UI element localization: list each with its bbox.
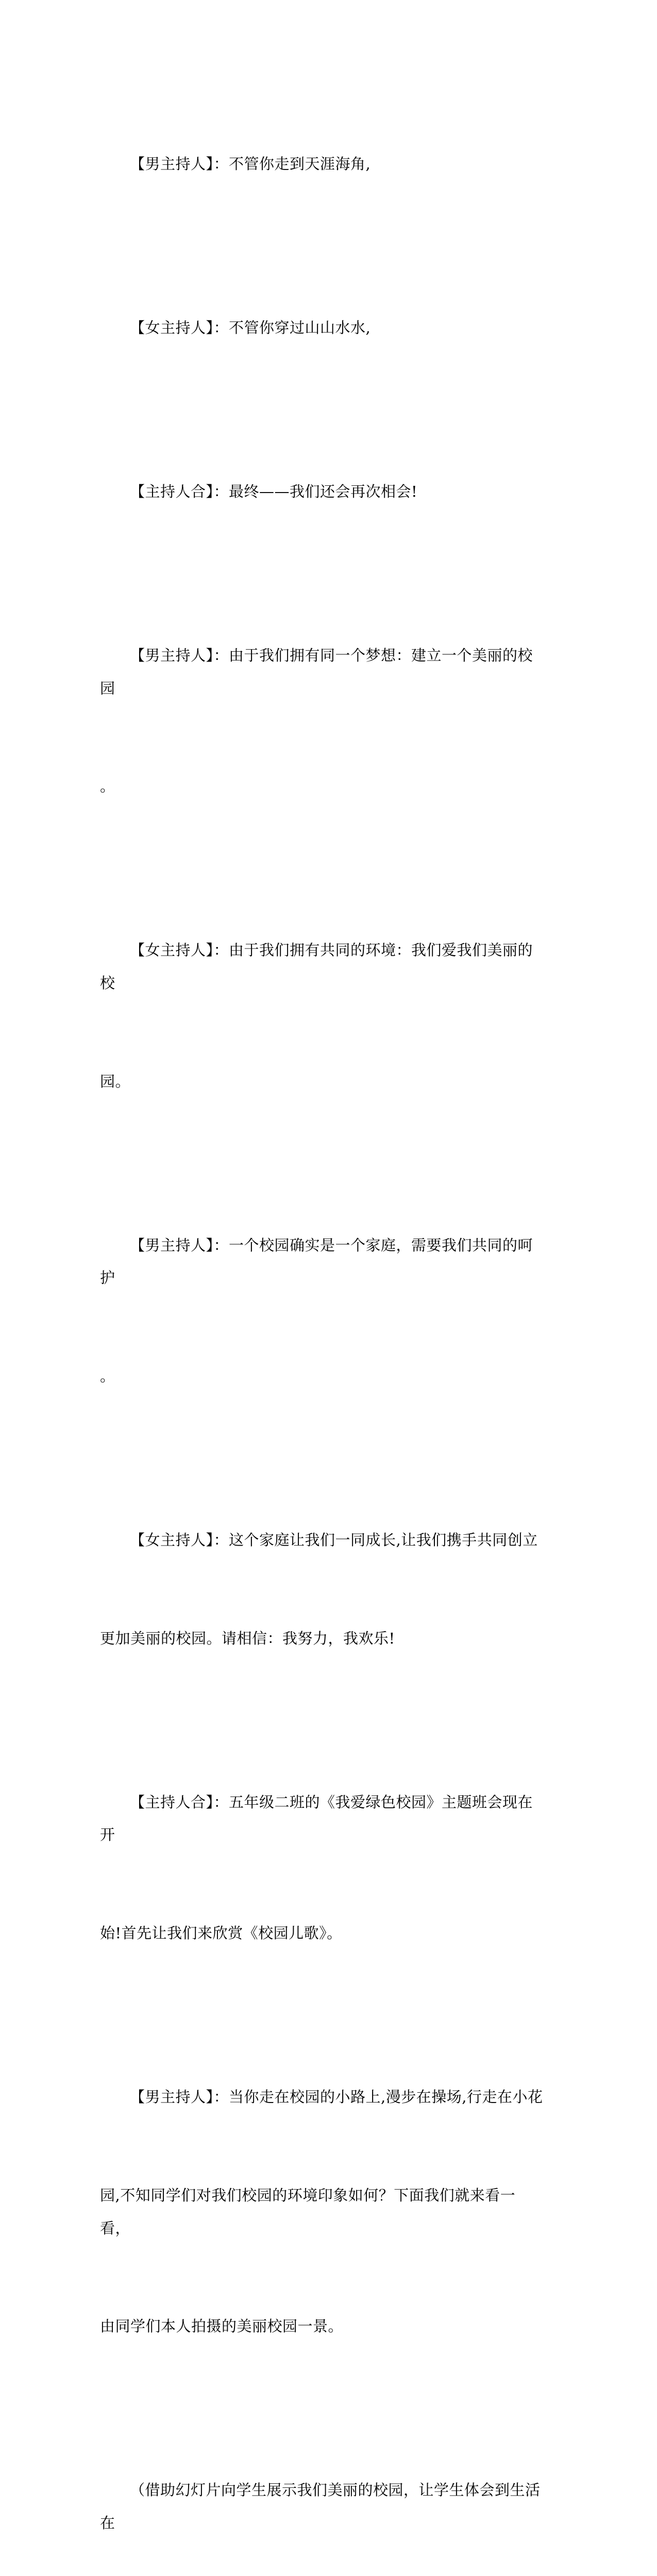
text-line: 【主持人合】：最终——我们还会再次相会! bbox=[130, 483, 418, 501]
text-line: 园,不知同学们对我们校园的环境印象如何？下面我们就来看一看， bbox=[100, 2187, 516, 2237]
text-line: 【主持人合】：五年级二班的《我爱绿色校园》主题班会现在开 bbox=[100, 1793, 533, 1844]
text-line: 园。 bbox=[100, 1072, 131, 1090]
paragraph bbox=[100, 410, 543, 574]
text-line: 由同学们本人拍摄的美丽校园一景。 bbox=[100, 2317, 344, 2335]
text-line: 【男主持人】：不管你走到天涯海角, bbox=[130, 155, 371, 173]
text-line: 。 bbox=[100, 777, 115, 795]
paragraph-note bbox=[100, 2409, 543, 2576]
text-line: 。 bbox=[100, 1367, 115, 1385]
document-page bbox=[100, 82, 543, 2576]
text-line: 【女主持人】：不管你穿过山山水水, bbox=[130, 319, 371, 337]
text-line: （借助幻灯片向学生展示我们美丽的校园，让学生体会到生活在 bbox=[100, 2481, 541, 2532]
text-line: 始!首先让我们来欣赏《校园儿歌》。 bbox=[100, 1924, 342, 1942]
paragraph bbox=[100, 1721, 543, 2015]
text-line: 【女主持人】：这个家庭让我们一同成长,让我们携手共同创立 bbox=[130, 1531, 538, 1549]
text-line: 【男主持人】：由于我们拥有同一个梦想：建立一个美丽的校园 bbox=[100, 647, 533, 697]
paragraph bbox=[100, 869, 543, 1163]
text-line: 【女主持人】：由于我们拥有共同的环境：我们爱我们美丽的校 bbox=[100, 941, 533, 992]
text-line: 【男主持人】：当你走在校园的小路上,漫步在操场,行走在小花 bbox=[130, 2088, 543, 2106]
paragraph bbox=[100, 82, 543, 246]
paragraph bbox=[100, 2015, 543, 2409]
text-line: 更加美丽的校园。请相信：我努力，我欢乐! bbox=[100, 1629, 395, 1647]
paragraph bbox=[100, 1164, 543, 1459]
paragraph bbox=[100, 1459, 543, 1721]
text-line: 【男主持人】：一个校园确实是一个家庭，需要我们共同的呵护 bbox=[100, 1236, 533, 1287]
paragraph bbox=[100, 246, 543, 410]
paragraph bbox=[100, 574, 543, 869]
